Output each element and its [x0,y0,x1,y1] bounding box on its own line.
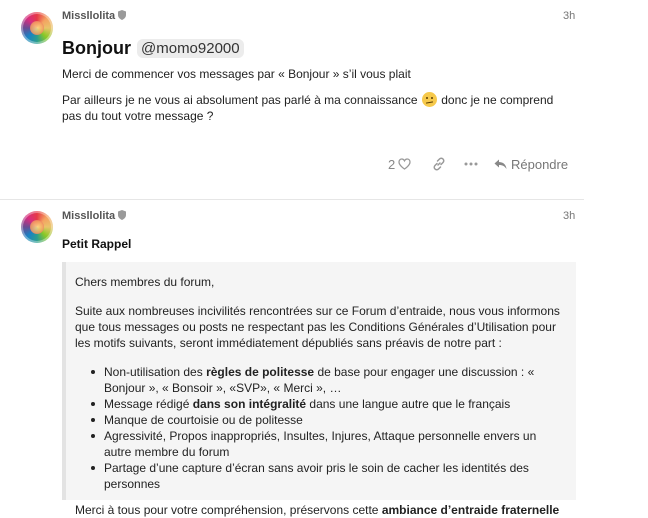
list-item-text: dans une langue autre que le français [306,397,511,411]
post-paragraph: Merci de commencer vos messages par « Bonjour » s’il vous plait [62,67,411,81]
link-icon [432,157,446,171]
username-text[interactable]: Missllolita [62,210,116,222]
copy-link-button[interactable] [432,157,446,171]
post-author[interactable] [62,10,126,22]
user-mention[interactable]: @momo92000 [137,39,244,58]
like-button[interactable] [388,157,418,172]
username-text[interactable]: Missllolita [62,10,116,22]
shield-icon [118,10,126,20]
closing-bold: ambiance d’entraide fraternelle [381,503,560,517]
avatar[interactable] [21,12,53,44]
post-actions [388,152,568,176]
list-item-text: Partage d’une capture d’écran sans avoir pris le soin de cacher les identités des personnes [104,461,529,491]
post-time[interactable]: 3h [563,210,576,222]
quote-intro: Suite aux nombreuses incivilités rencontrées sur ce Forum d’entraide, nous vous informons que tous messages ou posts ne respectant pas les Conditions Générales d’Utilisation pour les motifs suivants, seront immédiatement dépubliés sans préavis de notre part : [75,304,560,350]
more-options-button[interactable] [464,162,478,166]
reply-label[interactable]: Répondre [511,156,569,172]
post-2 [0,201,584,517]
blockquote [62,262,576,517]
shield-icon [118,210,126,220]
paragraph-text: donc je ne comprend pas du tout votre message ? [62,93,554,123]
post-time[interactable]: 3h [563,10,576,22]
list-item [104,364,566,396]
quote-closing [75,502,566,518]
closing-text: Merci à tous pour votre compréhension, préservons cette [75,503,382,517]
list-item-bold: dans son intégralité [192,397,307,411]
list-item-bold: règles de politesse [206,365,315,379]
post-1 [0,0,584,200]
list-item [104,396,566,412]
paragraph-text: Par ailleurs je ne vous ai absolument pas parlé à ma connaissance [62,93,418,107]
list-item [104,460,566,492]
reply-button[interactable] [494,157,568,172]
avatar[interactable] [21,211,53,243]
list-item-text: Agressivité, Propos inappropriés, Insultes, Injures, Attaque personnelle envers un autre membre du forum [104,429,537,459]
more-icon [464,162,478,166]
list-item [104,428,566,460]
list-item-text: Manque de courtoisie ou de politesse [104,413,303,427]
raised-eyebrow-emoji-icon [422,92,437,107]
post-heading [62,38,244,59]
list-item-text: Non-utilisation des [104,365,207,379]
quote-greeting: Chers membres du forum, [75,275,215,289]
post-paragraph [62,92,572,124]
post-author[interactable] [62,210,126,222]
reply-icon [494,159,507,170]
heart-icon [398,158,411,170]
list-item-text: de base pour engager une discussion : « Bonjour », « Bonsoir », «SVP», « Merci », … [104,365,535,395]
list-item [104,412,566,428]
like-count[interactable]: 2 [388,156,396,172]
rules-list [104,364,566,492]
heading-text: Bonjour [62,38,131,58]
list-item-text: Message rédigé [104,397,193,411]
post-title: Petit Rappel [62,237,132,251]
